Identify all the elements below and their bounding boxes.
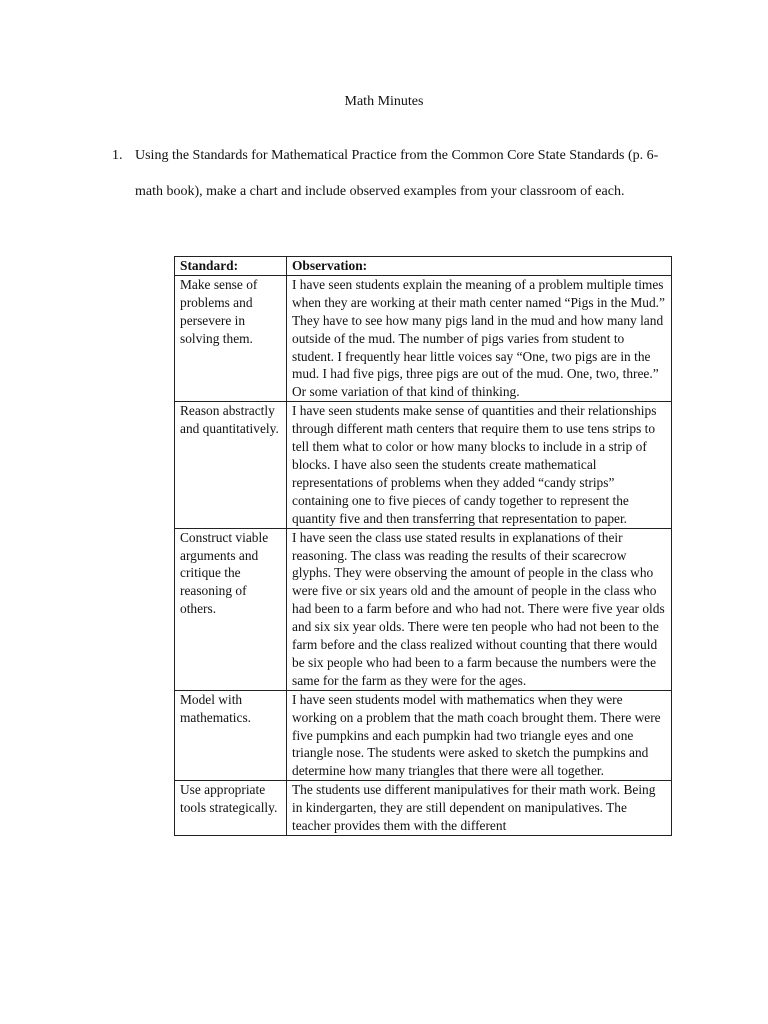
table-row [175,402,672,528]
standard-cell: Construct viable arguments and critique the reasoning of others. [175,528,287,690]
observation-cell: I have seen students model with mathematics when they were working on a problem that the math coach brought them. There were five pumpkins and each pumpkin had two triangle eyes and one triangle nose. The students were asked to sketch the pumpkins and determine how many triangles that there were all together. [287,690,672,781]
table-header-row [175,257,672,276]
question-number: 1. [112,148,123,163]
standard-cell: Use appropriate tools strategically. [175,781,287,836]
table-row [175,690,672,781]
standard-cell: Reason abstractly and quantitatively. [175,402,287,528]
question-text: Using the Standards for Mathematical Practice from the Common Core State Standards (p. 6- math book), make a chart and include observed examples from your classroom of each. [135,148,659,199]
header-standard: Standard: [175,257,287,276]
standard-cell: Model with mathematics. [175,690,287,781]
page-title: Math Minutes [344,94,424,109]
observation-cell: I have seen students explain the meaning of a problem multiple times when they are working at their math center named “Pigs in the Mud.” They have to see how many pigs land in the mud and how many land outside of the mud. The number of pigs varies from student to student. I frequently hear little voices say “One, two pigs are in the mud. I had five pigs, three pigs are out of the mud. One, two, three.” Or some variation of that kind of thinking. [287,275,672,401]
standards-observation-table [174,256,672,836]
header-observation: Observation: [287,257,672,276]
table-row [175,528,672,690]
standard-cell: Make sense of problems and persevere in solving them. [175,275,287,401]
question-1 [112,138,672,210]
observation-cell: The students use different manipulatives for their math work. Being in kindergarten, they are still dependent on manipulatives. The teacher provides them with the different [287,781,672,836]
table-row [175,275,672,401]
observation-cell: I have seen students make sense of quantities and their relationships through different math centers that require them to use tens strips to tell them what to color or how many blocks to include in a strip of blocks. I have also seen the students create mathematical representations of problems when they added “candy strips” containing one to five pieces of candy together to represent the quantity five and then transferring that representation to paper. [287,402,672,528]
table-row [175,781,672,836]
observation-cell: I have seen the class use stated results in explanations of their reasoning. The class was reading the results of their scarecrow glyphs. They were observing the amount of people in the class who were five or six years old and the amount of people in the class who had been to a farm before and who had not. There were five year olds and six six year olds. There were ten people who had not been to the farm before and the class realized without counting that there would be six people who had been to a farm because the numbers were the same for the farm as they were for the ages. [287,528,672,690]
